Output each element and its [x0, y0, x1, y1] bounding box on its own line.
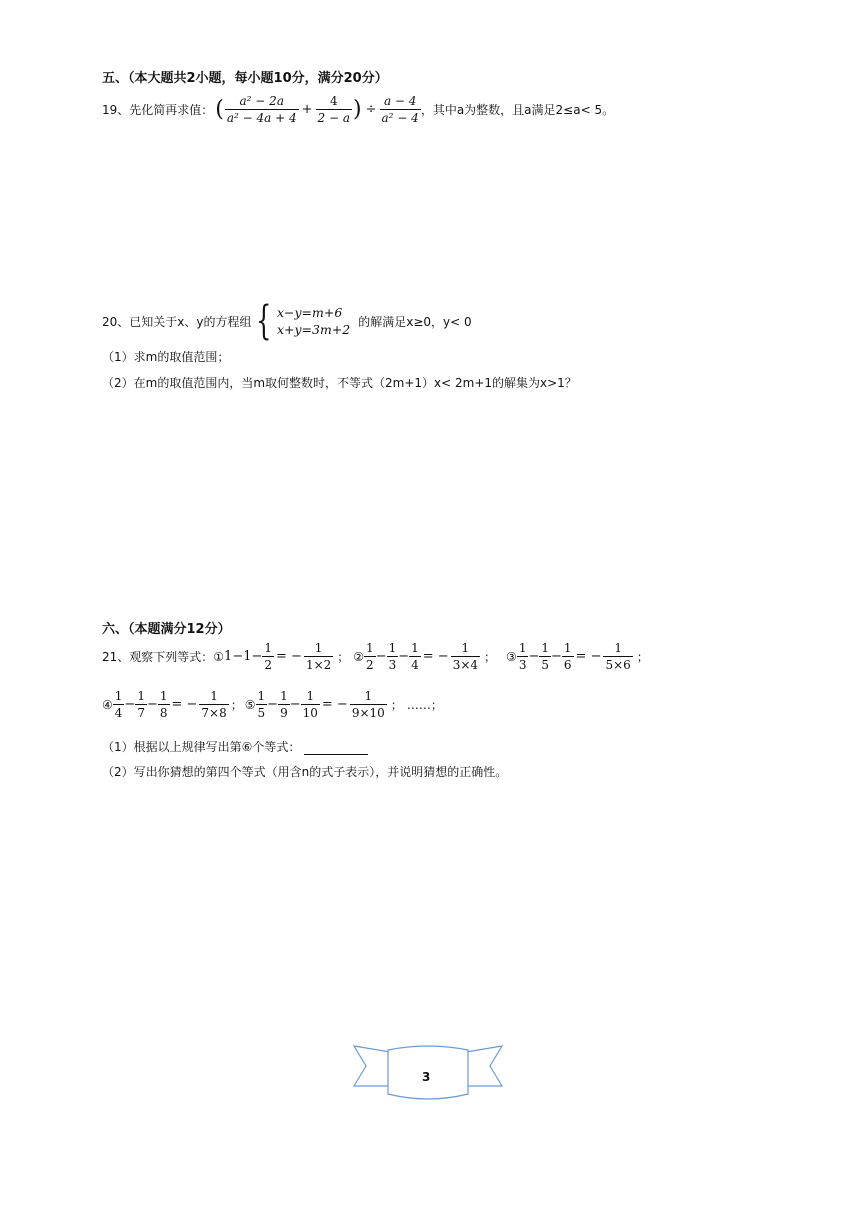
answer-blank[interactable] — [304, 742, 368, 755]
plus-sign: + — [301, 102, 313, 117]
q21-part-2: （2）写出你猜想的第四个等式（用含n的式子表示），并说明猜想的正确性。 — [102, 765, 508, 779]
equation-system — [277, 304, 350, 338]
q21-part-1-text: （1）根据以上规律写出第⑥个等式： — [102, 740, 301, 754]
equation-1: x−y=m+6 — [276, 305, 343, 320]
q19-fraction-3 — [380, 93, 421, 126]
question-21-line-2: ④ $\frac{1}{4}$ − $\frac{1}{7}$ − $\frac{1}{8}$ = − $\frac{1}{7\times 8}$ ； ⑤ $\frac{1}{5}$ − $\frac{1}{9}$ − $\frac{1}{10}$ = − $\frac{1}{9\times 10}$ ； …… ； — [102, 689, 443, 720]
q19-fraction-1 — [225, 93, 299, 126]
question-21-line-1: 21、观察下列等式： ① 1−1− $\frac{1}{2}$ = − $\frac{1}{1\times 2}$ ； ② $\frac{1}{2}$ − $\frac{1}{3}$ − $\frac{1}{4}$ = − $\frac{1}{3\times 4}$ ； ③ $\frac{1}{3}$ − $\frac{1}{5}$ − $\frac{1}{6}$ = − $\frac{1}{5\times 6}$ ； — [102, 641, 649, 672]
equation-number-4: ④ — [102, 697, 113, 712]
section-six-heading: 六、（本题满分12分） — [102, 622, 231, 637]
q21-label: 21、观察下列等式： — [102, 650, 214, 664]
equation-number-1: ① — [213, 649, 225, 664]
q20-part-1: （1）求m的取值范围； — [102, 350, 230, 364]
q20-part-2: （2）在m的取值范围内，当m取何整数时，不等式（2m+1）x< 2m+1的解集为x>1？ — [102, 376, 577, 390]
left-brace: { — [256, 298, 272, 344]
question-20 — [102, 298, 472, 344]
q20-tail: 的解满足x≥0，y< 0 — [358, 314, 472, 329]
equation-number-5: ⑤ — [244, 697, 256, 712]
q19-frac1-numerator: a² − 2a — [239, 94, 284, 108]
q19-label: 19、先化简再求值： — [102, 103, 214, 117]
question-19 — [102, 93, 614, 126]
right-paren: ) — [353, 97, 362, 122]
q19-tail: ，其中a为整数，且a满足2≤a< 5。 — [420, 103, 615, 117]
q19-frac2-denominator: 2 − a — [317, 111, 351, 125]
q19-frac3-denominator: a² − 4 — [381, 111, 419, 125]
section-five-heading: 五、（本大题共2小题，每小题10分，满分20分） — [102, 71, 388, 86]
equation-2: x+y=3m+2 — [276, 322, 351, 337]
q19-frac2-numerator: 4 — [329, 94, 338, 108]
page-number: 3 — [422, 1070, 431, 1084]
left-paren: ( — [215, 97, 224, 122]
ellipsis: …… — [406, 697, 431, 712]
equation-number-3: ③ — [506, 649, 517, 664]
q19-frac3-numerator: a − 4 — [383, 94, 417, 108]
divide-sign: ÷ — [365, 102, 377, 117]
q20-label: 20、已知关于x、y的方程组 — [102, 314, 252, 329]
q19-fraction-2 — [316, 93, 352, 126]
q21-part-1 — [102, 738, 368, 755]
equation-number-2: ② — [353, 649, 365, 664]
q19-frac1-denominator: a² − 4a + 4 — [226, 111, 297, 125]
